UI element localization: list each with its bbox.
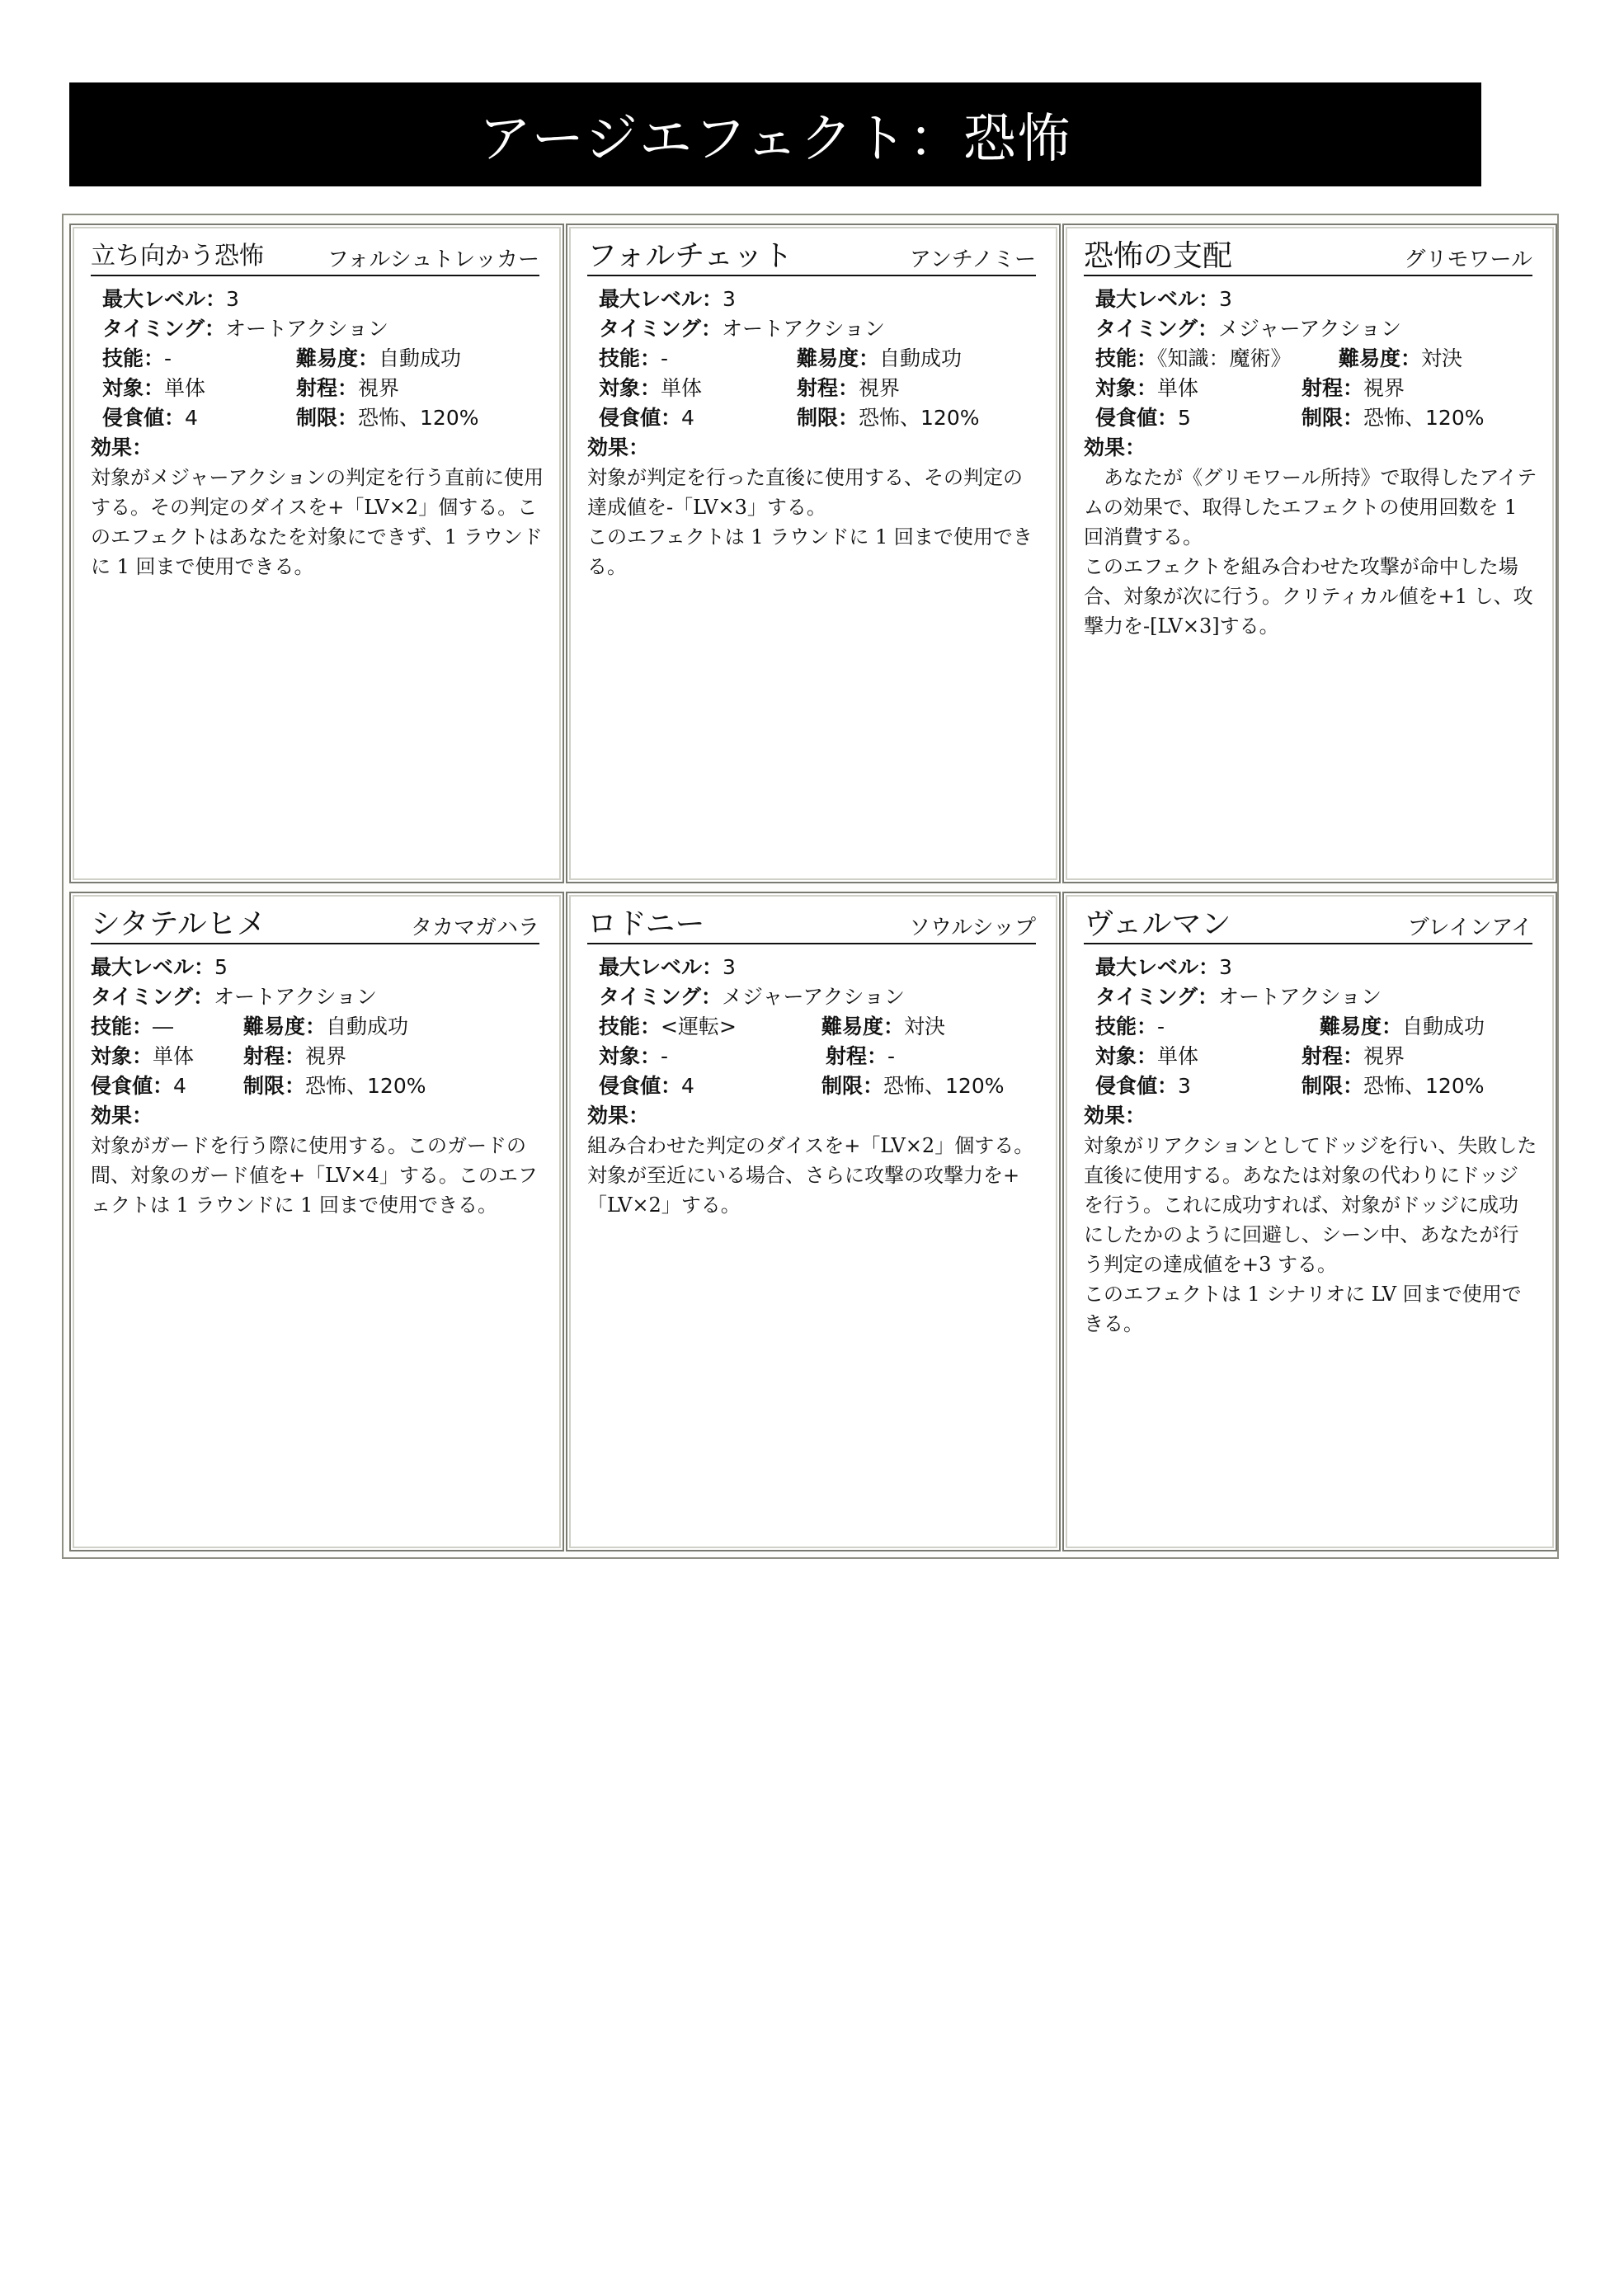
skill-value: -: [661, 346, 669, 370]
target-label: 対象：: [599, 376, 661, 400]
difficulty-value: 自動成功: [379, 346, 462, 370]
erosion-label: 侵食値：: [599, 1074, 682, 1098]
timing-label: タイミング：: [599, 985, 723, 1009]
effect-name: ヴェルマン: [1084, 907, 1231, 941]
skill-value: -: [164, 346, 172, 370]
max-level-value: 5: [214, 955, 228, 979]
restriction-value: 恐怖、120%: [305, 1074, 426, 1098]
difficulty-value: 自動成功: [879, 346, 963, 370]
effect-card: [1062, 224, 1557, 883]
difficulty-label: 難易度：: [1320, 1015, 1403, 1038]
effect-card-header: [91, 908, 539, 944]
restriction-label: 制限：: [1302, 406, 1364, 430]
restriction-value: 恐怖、120%: [1363, 406, 1485, 430]
timing-value: オートアクション: [722, 317, 886, 341]
difficulty-label: 難易度：: [1339, 346, 1422, 370]
effect-card: [566, 224, 1061, 883]
range-label: 射程：: [1302, 1044, 1364, 1068]
range-value: 視界: [358, 376, 400, 400]
max-level-label: 最大レベル：: [102, 287, 227, 311]
effect-card: [1062, 892, 1557, 1551]
effect-description: 対象がメジャーアクションの判定を行う直前に使用する。その判定のダイスを+「LV×2」個する。このエフェクトはあなたを対象にできず、1 ラウンドに 1 回まで使用できる。: [91, 466, 544, 578]
difficulty-value: 自動成功: [1402, 1015, 1485, 1038]
effect-name: 立ち向かう恐怖: [91, 242, 264, 271]
restriction-label: 制限：: [821, 1074, 884, 1098]
effect-name: 恐怖の支配: [1084, 239, 1233, 273]
effect-label: 効果：: [587, 1104, 650, 1128]
erosion-value: 4: [681, 1074, 694, 1098]
max-level-value: 3: [723, 287, 736, 311]
range-value: 視界: [1363, 1044, 1405, 1068]
erosion-label: 侵食値：: [1095, 1074, 1179, 1098]
skill-label: 技能：: [1095, 1015, 1158, 1038]
max-level-value: 3: [1219, 287, 1232, 311]
skill-value: -: [1157, 1015, 1165, 1038]
effect-name: ロドニー: [587, 907, 705, 941]
effect-card: [566, 892, 1061, 1551]
timing-label: タイミング：: [102, 317, 226, 341]
difficulty-value: 自動成功: [326, 1015, 409, 1038]
restriction-label: 制限：: [1302, 1074, 1364, 1098]
effect-syndrome: フォルシュトレッカー: [327, 247, 539, 272]
effect-syndrome: ブレインアイ: [1407, 916, 1532, 940]
max-level-value: 3: [1219, 955, 1232, 979]
max-level-label: 最大レベル：: [91, 955, 215, 979]
erosion-label: 侵食値：: [599, 406, 682, 430]
range-label: 射程：: [797, 376, 859, 400]
effects-grid: [62, 214, 1559, 1559]
effect-syndrome: アンチノミー: [909, 247, 1036, 272]
effect-description: あなたが《グリモワール所持》で取得したアイテムの効果で、取得したエフェクトの使用回数を 1 回消費する。 このエフェクトを組み合わせた攻撃が命中した場合、対象が次に行う。クリティカル値を+1 し、攻撃力を-[LV×3]する。: [1084, 466, 1537, 638]
erosion-label: 侵食値：: [1095, 406, 1179, 430]
target-label: 対象：: [102, 376, 165, 400]
erosion-value: 4: [185, 406, 198, 430]
restriction-label: 制限：: [296, 406, 359, 430]
restriction-value: 恐怖、120%: [883, 1074, 1005, 1098]
target-label: 対象：: [1095, 1044, 1158, 1068]
range-value: 視界: [1363, 376, 1405, 400]
target-label: 対象：: [599, 1044, 661, 1068]
restriction-label: 制限：: [797, 406, 859, 430]
effect-label: 効果：: [91, 1104, 153, 1128]
target-label: 対象：: [1095, 376, 1158, 400]
erosion-value: 4: [681, 406, 694, 430]
page-title-bar: [69, 82, 1481, 186]
max-level-label: 最大レベル：: [599, 955, 723, 979]
difficulty-label: 難易度：: [243, 1015, 327, 1038]
effect-name: フォルチェット: [587, 239, 793, 273]
target-value: 単体: [661, 376, 703, 400]
effect-syndrome: ソウルシップ: [908, 916, 1036, 940]
effect-label: 効果：: [587, 436, 650, 459]
max-level-value: 3: [226, 287, 239, 311]
timing-value: オートアクション: [1218, 985, 1382, 1009]
effect-description: 対象が判定を行った直後に使用する、その判定の達成値を-「LV×3」する。 このエフェクトは 1 ラウンドに 1 回まで使用できる。: [587, 466, 1033, 578]
effect-card: [69, 892, 564, 1551]
skill-value: 《知識：魔術》: [1157, 346, 1292, 370]
max-level-label: 最大レベル：: [1095, 287, 1220, 311]
effect-description: 対象がリアクションとしてドッジを行い、失敗した直後に使用する。あなたは対象の代わりにドッジを行う。これに成功すれば、対象がドッジに成功にしたかのように回避し、シーン中、あなたが行う判定の達成値を+3 する。 このエフェクトは 1 シナリオに LV 回まで使用できる。: [1084, 1134, 1537, 1335]
target-value: 単体: [153, 1044, 195, 1068]
page-title: アージエフェクト：恐怖: [478, 109, 1072, 170]
skill-label: 技能：: [91, 1015, 153, 1038]
effect-card-header: [1084, 908, 1532, 944]
effect-description: 対象がガードを行う際に使用する。このガードの間、対象のガード値を+「LV×4」する。このエフェクトは 1 ラウンドに 1 回まで使用できる。: [91, 1134, 538, 1217]
max-level-label: 最大レベル：: [599, 287, 723, 311]
max-level-label: 最大レベル：: [1095, 955, 1220, 979]
timing-label: タイミング：: [1095, 317, 1219, 341]
target-value: 単体: [1157, 1044, 1199, 1068]
difficulty-label: 難易度：: [296, 346, 379, 370]
difficulty-label: 難易度：: [797, 346, 880, 370]
timing-label: タイミング：: [599, 317, 723, 341]
erosion-value: 4: [173, 1074, 186, 1098]
skill-label: 技能：: [102, 346, 165, 370]
effect-name: シタテルヒメ: [91, 907, 266, 941]
effect-label: 効果：: [1084, 436, 1146, 459]
erosion-value: 3: [1178, 1074, 1191, 1098]
skill-label: 技能：: [1095, 346, 1158, 370]
timing-value: オートアクション: [214, 985, 378, 1009]
timing-value: メジャーアクション: [1218, 317, 1402, 341]
range-value: 視界: [305, 1044, 347, 1068]
skill-label: 技能：: [599, 1015, 661, 1038]
timing-label: タイミング：: [1095, 985, 1219, 1009]
restriction-value: 恐怖、120%: [358, 406, 479, 430]
effect-syndrome: タカマガハラ: [410, 916, 539, 940]
range-value: -: [887, 1044, 896, 1068]
target-value: 単体: [164, 376, 206, 400]
erosion-label: 侵食値：: [91, 1074, 174, 1098]
restriction-label: 制限：: [243, 1074, 306, 1098]
effect-card-header: [587, 908, 1036, 944]
timing-value: オートアクション: [225, 317, 389, 341]
range-value: 視界: [859, 376, 901, 400]
skill-value: ―: [153, 1015, 174, 1038]
erosion-value: 5: [1178, 406, 1191, 430]
effect-label: 効果：: [1084, 1104, 1146, 1128]
max-level-value: 3: [723, 955, 736, 979]
skill-value: <運転>: [661, 1015, 737, 1038]
difficulty-label: 難易度：: [821, 1015, 905, 1038]
difficulty-value: 対決: [904, 1015, 946, 1038]
target-value: -: [661, 1044, 669, 1068]
effect-card: [69, 224, 564, 883]
range-label: 射程：: [1302, 376, 1364, 400]
erosion-label: 侵食値：: [102, 406, 186, 430]
effect-label: 効果：: [91, 436, 153, 459]
timing-label: タイミング：: [91, 985, 214, 1009]
effect-description: 組み合わせた判定のダイスを+「LV×2」個する。 対象が至近にいる場合、さらに攻撃の攻撃力を+「LV×2」する。: [587, 1134, 1034, 1217]
effect-card-header: [1084, 240, 1532, 276]
restriction-value: 恐怖、120%: [859, 406, 980, 430]
effect-syndrome: グリモワール: [1404, 247, 1532, 272]
effect-card-header: [587, 240, 1036, 276]
range-label: 射程：: [826, 1044, 888, 1068]
timing-value: メジャーアクション: [722, 985, 906, 1009]
range-label: 射程：: [296, 376, 359, 400]
difficulty-value: 対決: [1421, 346, 1463, 370]
skill-label: 技能：: [599, 346, 661, 370]
restriction-value: 恐怖、120%: [1363, 1074, 1485, 1098]
effect-card-header: [91, 240, 539, 276]
target-label: 対象：: [91, 1044, 153, 1068]
range-label: 射程：: [243, 1044, 306, 1068]
target-value: 単体: [1157, 376, 1199, 400]
